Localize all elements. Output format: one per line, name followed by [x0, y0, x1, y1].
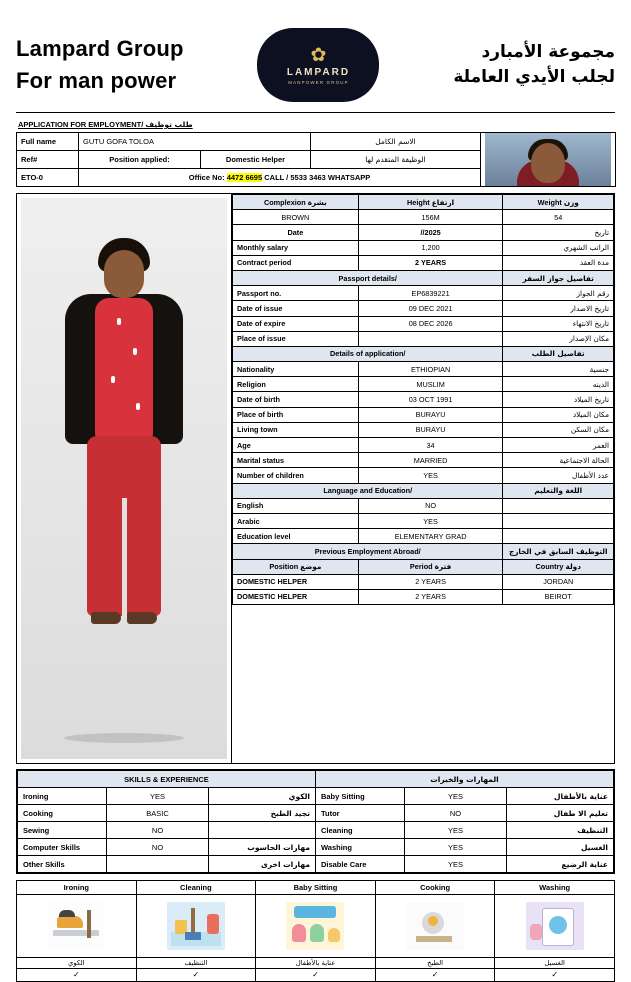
previous-section-title-ar: التوظيف السابق في الخارج	[503, 544, 614, 559]
age-value: 34	[358, 438, 503, 453]
skill-babysitting-value: YES	[405, 788, 506, 805]
full-name-label-ar: الاسم الكامل	[311, 133, 481, 151]
education-level-value: ELEMENTARY GRAD	[358, 529, 503, 544]
skill-sewing-label-ar	[208, 822, 315, 839]
skill-disable-care-label: Disable Care	[315, 856, 404, 873]
skill-tutor-value: NO	[405, 805, 506, 822]
skill-sewing-label: Sewing	[18, 822, 107, 839]
company-name-en	[16, 33, 184, 97]
previous-period-1: 2 YEARS	[358, 574, 503, 589]
previous-section-title: Previous Employment Abroad/	[233, 544, 503, 559]
table-row	[233, 240, 614, 255]
pob-label-ar: مكان الميلاد	[503, 407, 614, 422]
previous-period-2: 2 YEARS	[358, 589, 503, 604]
nationality-value: ETHIOPIAN	[358, 362, 503, 377]
company-name-ar-line1: مجموعة الأمبارد	[481, 41, 615, 62]
passport-issue-label: Date of issue	[233, 301, 359, 316]
skill-computer-label: Computer Skills	[18, 839, 107, 856]
skills-title-ar: المهارات والخبرات	[315, 771, 613, 788]
skills-table	[17, 770, 614, 873]
skill-card-caption: الطبخ	[376, 957, 495, 968]
age-label-ar: العمر	[503, 438, 614, 453]
skill-computer-label-ar: مهارات الحاسوب	[208, 839, 315, 856]
language-section-title-ar: اللغة والتعليم	[503, 483, 614, 498]
previous-position-header: Position موضع	[233, 559, 359, 574]
skill-cleaning-label-ar: التنظيف	[506, 822, 613, 839]
previous-country-1: JORDAN	[503, 574, 614, 589]
skill-card-babysitting	[256, 881, 376, 981]
english-label: English	[233, 498, 359, 513]
previous-position-1: DOMESTIC HELPER	[233, 574, 359, 589]
table-row	[233, 255, 614, 270]
table-row	[17, 133, 616, 151]
skill-icons-strip	[16, 880, 615, 982]
office-contact	[79, 169, 481, 187]
document-header	[16, 22, 615, 108]
skill-cleaning-label: Cleaning	[315, 822, 404, 839]
religion-label: Religion	[233, 377, 359, 392]
complexion-value: BROWN	[233, 210, 359, 225]
company-logo	[257, 28, 379, 102]
skills-section	[16, 769, 615, 874]
english-label-ar	[503, 498, 614, 513]
skill-cleaning-value: YES	[405, 822, 506, 839]
table-row	[233, 559, 614, 574]
table-row	[233, 574, 614, 589]
skill-card-check: ✓	[17, 968, 136, 981]
skill-disable-care-label-ar: عناية الرضيع	[506, 856, 613, 873]
table-row	[233, 301, 614, 316]
passport-expire-label: Date of expire	[233, 316, 359, 331]
skill-washing-label: Washing	[315, 839, 404, 856]
table-row	[18, 839, 614, 856]
ref-code-value: ETO-0	[17, 169, 79, 187]
office-number-extra: CALL / 5533 3463 WHATSAPP	[264, 173, 371, 182]
skill-card-cleaning	[137, 881, 257, 981]
previous-period-header: Period فترة	[358, 559, 503, 574]
skill-card-title: Ironing	[17, 881, 136, 895]
table-row	[233, 392, 614, 407]
skill-card-cooking	[376, 881, 496, 981]
passport-place-label-ar: مكان الإصدار	[503, 331, 614, 346]
skill-washing-label-ar: الغسيل	[506, 839, 613, 856]
skill-card-ironing	[17, 881, 137, 981]
skill-card-caption: الكوي	[17, 957, 136, 968]
table-row	[233, 453, 614, 468]
company-name-line2: For man power	[16, 68, 177, 93]
table-row	[233, 225, 614, 240]
skill-card-washing	[495, 881, 614, 981]
skill-tutor-label-ar: تعليم الا طفال	[506, 805, 613, 822]
children-label-ar: عدد الأطفال	[503, 468, 614, 483]
table-row	[233, 270, 614, 285]
header-divider	[16, 112, 615, 113]
details-section-title: Details of application/	[233, 346, 503, 361]
language-section-title: Language and Education/	[233, 483, 503, 498]
cleaning-icon	[137, 895, 256, 957]
position-label: Position applied:	[79, 151, 201, 169]
passport-no-value: EP6839221	[358, 286, 503, 301]
marital-status-label-ar: الحالة الاجتماعية	[503, 453, 614, 468]
company-name-ar-line2: لجلب الأيدي العاملة	[453, 67, 615, 87]
religion-value: MUSLIM	[358, 377, 503, 392]
full-body-photo	[21, 198, 227, 759]
contract-period-label: Contract period	[233, 255, 359, 270]
skill-babysitting-label-ar: عناية بالأطفال	[506, 788, 613, 805]
skill-card-check: ✓	[376, 968, 495, 981]
application-title-en: APPLICATION FOR EMPLOYMENT/	[18, 120, 144, 129]
height-value: 156M	[358, 210, 503, 225]
contract-period-value: 2 YEARS	[358, 255, 503, 270]
skill-card-check: ✓	[495, 968, 614, 981]
pob-label: Place of birth	[233, 407, 359, 422]
table-row	[233, 346, 614, 361]
skill-card-title: Baby Sitting	[256, 881, 375, 895]
table-row	[18, 805, 614, 822]
table-row	[233, 498, 614, 513]
table-row	[233, 483, 614, 498]
passport-place-label: Place of issue	[233, 331, 359, 346]
babysitting-icon	[256, 895, 375, 957]
table-row	[233, 316, 614, 331]
passport-issue-label-ar: تاريخ الاصدار	[503, 301, 614, 316]
education-level-label-ar	[503, 529, 614, 544]
marital-status-value: MARRIED	[358, 453, 503, 468]
logo-hand-icon: ✿	[310, 44, 327, 66]
previous-country-2: BEIROT	[503, 589, 614, 604]
application-title-ar: طلب توظيف	[145, 120, 193, 129]
dob-label-ar: تاريخ الميلاد	[503, 392, 614, 407]
skill-tutor-label: Tutor	[315, 805, 404, 822]
table-row	[18, 771, 614, 788]
applicant-details-panel	[232, 193, 615, 764]
table-row	[18, 788, 614, 805]
washing-icon	[495, 895, 614, 957]
height-header: Height ارتفاع	[358, 195, 503, 210]
skill-card-check: ✓	[137, 968, 256, 981]
dob-value: 03 OCT 1991	[358, 392, 503, 407]
table-row	[233, 377, 614, 392]
office-number-highlight: 4472 6695	[226, 173, 263, 182]
english-value: NO	[358, 498, 503, 513]
passport-no-label-ar: رقم الجواز	[503, 286, 614, 301]
full-body-photo-panel	[16, 193, 232, 764]
skill-card-caption: الغسيل	[495, 957, 614, 968]
previous-country-header: Country دولة	[503, 559, 614, 574]
date-label: Date	[233, 225, 359, 240]
applicant-details-table	[232, 194, 614, 605]
table-row	[233, 407, 614, 422]
pob-value: BURAYU	[358, 407, 503, 422]
skill-computer-value: NO	[107, 839, 208, 856]
skill-card-caption: التنظيف	[137, 957, 256, 968]
skill-card-caption: عناية بالأطفال	[256, 957, 375, 968]
company-name-line1: Lampard Group	[16, 36, 184, 62]
company-name-ar	[453, 40, 615, 91]
monthly-salary-value: 1,200	[358, 240, 503, 255]
skill-babysitting-label: Baby Sitting	[315, 788, 404, 805]
main-content	[16, 193, 615, 764]
skill-cooking-label: Cooking	[18, 805, 107, 822]
skill-card-title: Cooking	[376, 881, 495, 895]
nationality-label: Nationality	[233, 362, 359, 377]
cooking-icon	[376, 895, 495, 957]
full-name-label: Full name	[17, 133, 79, 151]
applicant-headshot	[481, 133, 616, 187]
skill-ironing-value: YES	[107, 788, 208, 805]
table-row	[233, 362, 614, 377]
table-row	[233, 286, 614, 301]
arabic-value: YES	[358, 513, 503, 528]
skill-card-title: Cleaning	[137, 881, 256, 895]
nationality-label-ar: جنسية	[503, 362, 614, 377]
ref-label: Ref#	[17, 151, 79, 169]
skill-disable-care-value: YES	[405, 856, 506, 873]
passport-issue-value: 09 DEC 2021	[358, 301, 503, 316]
office-label: Office No:	[188, 173, 225, 182]
table-row	[18, 822, 614, 839]
passport-section-title: Passport details/	[233, 270, 503, 285]
table-row	[233, 589, 614, 604]
skills-title-en: SKILLS & EXPERIENCE	[18, 771, 316, 788]
living-town-label: Living town	[233, 422, 359, 437]
application-title	[18, 120, 615, 129]
skill-other-value	[107, 856, 208, 873]
table-row	[233, 210, 614, 225]
full-name-value: GUTU GOFA TOLOA	[79, 133, 311, 151]
logo-subtitle: MANPOWER GROUP	[288, 79, 349, 85]
skill-cooking-label-ar: تجيد الطبخ	[208, 805, 315, 822]
table-row	[18, 856, 614, 873]
table-row	[233, 468, 614, 483]
skill-cooking-value: BASIC	[107, 805, 208, 822]
position-label-ar: الوظيفة المتقدم لها	[311, 151, 481, 169]
passport-place-value	[358, 331, 503, 346]
table-row	[233, 544, 614, 559]
details-section-title-ar: تفاصيل الطلب	[503, 346, 614, 361]
living-town-value: BURAYU	[358, 422, 503, 437]
arabic-label: Arabic	[233, 513, 359, 528]
weight-value: 54	[503, 210, 614, 225]
table-row	[233, 529, 614, 544]
previous-position-2: DOMESTIC HELPER	[233, 589, 359, 604]
religion-label-ar: الدينه	[503, 377, 614, 392]
skill-card-title: Washing	[495, 881, 614, 895]
children-value: YES	[358, 468, 503, 483]
passport-no-label: Passport no.	[233, 286, 359, 301]
passport-section-title-ar: تفاصيل جواز السفر	[503, 270, 614, 285]
table-row	[233, 331, 614, 346]
age-label: Age	[233, 438, 359, 453]
applicant-summary-table	[16, 132, 616, 187]
living-town-label-ar: مكان السكن	[503, 422, 614, 437]
position-value: Domestic Helper	[201, 151, 311, 169]
skill-other-label-ar: مهارات اخرى	[208, 856, 315, 873]
date-label-ar: تاريخ	[503, 225, 614, 240]
skill-ironing-label-ar: الكوي	[208, 788, 315, 805]
skill-card-check: ✓	[256, 968, 375, 981]
logo-name: LAMPARD	[286, 66, 351, 78]
skill-ironing-label: Ironing	[18, 788, 107, 805]
contract-period-label-ar: مدة العقد	[503, 255, 614, 270]
passport-expire-value: 08 DEC 2026	[358, 316, 503, 331]
table-row	[233, 422, 614, 437]
complexion-header: Complexion بشرة	[233, 195, 359, 210]
headshot-image	[485, 133, 611, 186]
marital-status-label: Marital status	[233, 453, 359, 468]
arabic-label-ar	[503, 513, 614, 528]
monthly-salary-label-ar: الراتب الشهري	[503, 240, 614, 255]
children-label: Number of children	[233, 468, 359, 483]
monthly-salary-label: Monthly salary	[233, 240, 359, 255]
skill-sewing-value: NO	[107, 822, 208, 839]
skill-other-label: Other Skills	[18, 856, 107, 873]
date-value: //2025	[358, 225, 503, 240]
table-row	[233, 513, 614, 528]
table-row	[233, 438, 614, 453]
skill-washing-value: YES	[405, 839, 506, 856]
dob-label: Date of birth	[233, 392, 359, 407]
education-level-label: Education level	[233, 529, 359, 544]
ironing-icon	[17, 895, 136, 957]
table-row	[233, 195, 614, 210]
passport-expire-label-ar: تاريخ الانتهاء	[503, 316, 614, 331]
weight-header: Weight وزن	[503, 195, 614, 210]
